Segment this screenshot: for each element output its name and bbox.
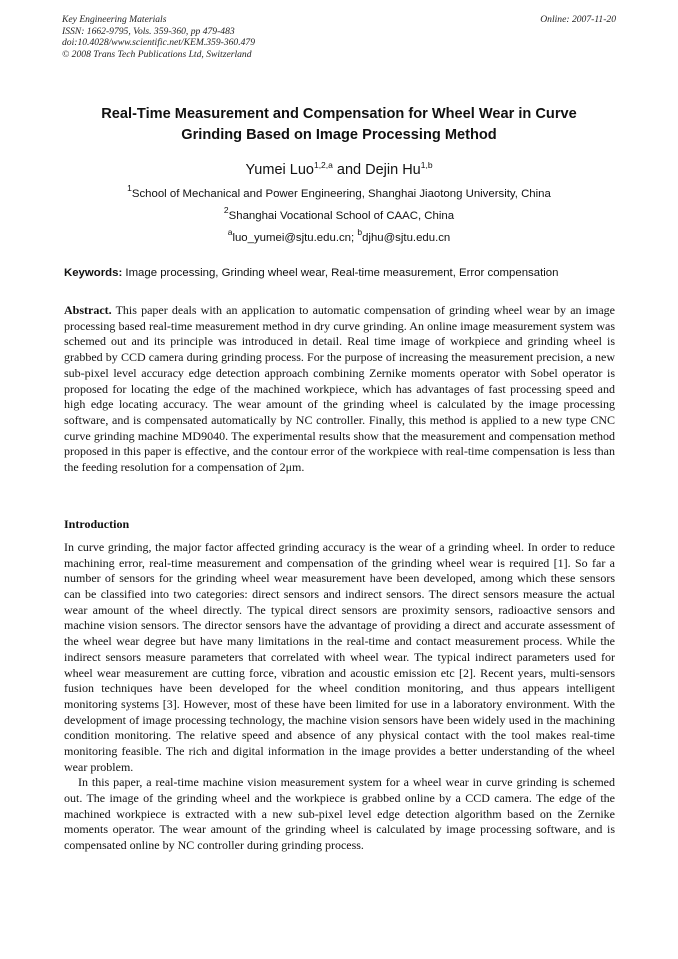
affiliation-2-mark: 2 [223, 205, 229, 215]
author-list [40, 160, 638, 180]
introduction-paragraph-1: In curve grinding, the major factor affected grinding accuracy is the wear of a grinding wheel. In order to reduce machining error, real-time measurement and compensation of the grinding wheel wear is required [1]. So far a number of sensors for the grinding wheel wear measurement have been developed, among which these sensors can be classified into two categories: direct sensors and indirect sensors. The direct sensors measure the actual wear amount of the wheel directly. The typical direct sensors are proximity sensors, radioactive sensors and machine vision sensors. The director sensors have the advantage of providing a direct and accurate assessment of the wheel wear degree but have many limitations in the real-time and contact measurement process. While the indirect sensors measure parameters that correlated with wheel wear. The typical indirect parameters used for wheel wear measurement are cutting force, vibration and acoustic emission etc [2]. Recent years, multi-sensors fusion techniques have been developed for the wheel condition monitoring, and thus appears intelligent monitoring systems [3]. However, most of these have been limited for use in a laboratory environment. With the development of image processing technology, the machine vision sensors have been widely used in the machining condition monitoring. The relative speed and absence of any physical contact with the tool makes real-time monitoring feasible. The rich and digital information in the image provides a better understanding of the wheel wear problem. [64, 540, 615, 774]
email-line [30, 227, 648, 246]
copyright-line: © 2008 Trans Tech Publications Ltd, Switzerland [62, 48, 252, 60]
title-line-2: Grinding Based on Image Processing Method [181, 127, 497, 143]
online-date: Online: 2007-11-20 [540, 14, 616, 25]
affiliation-1-text: School of Mechanical and Power Engineering, Shanghai Jiaotong University, China [131, 188, 551, 200]
abstract-label: Abstract. [64, 303, 112, 317]
author-1: Yumei Luo [245, 162, 314, 178]
doi-line: doi:10.4028/www.scientific.net/KEM.359-360.479 [62, 37, 256, 48]
keywords-label: Keywords: [64, 267, 123, 279]
email-a-mark: a [227, 227, 233, 237]
introduction-heading: Introduction [64, 517, 130, 531]
abstract-text: This paper deals with an application to automatic compensation of grinding wheel wear by an image processing based real-time measurement method in dry curve grinding. An online image measurement system was schemed out and its principle was introduced in detail. Real time image of workpiece and grinding wheel is grabbed by CCD camera during grinding process. For the purpose of increasing the measurement precision, a new sub-pixel level accuracy edge detection approach combining Zernike moments operator with Sobel operator is proposed for locating the edge of the machined workpiece, which has advantages of fast processing speed and high edge locating accuracy. The wear amount of the grinding wheel is calculated by the image processing software, and is compensated automatically by NC controller. Finally, this method is applied to a new type CNC curve grinding machine MD9040. The experimental results show that the measurement and compensation method proposed in this paper is effective, and the contour error of the workpiece with real-time compensation is less than the feeding resolution for a compensation of 2μm. [64, 303, 615, 475]
affiliation-1 [30, 183, 648, 202]
author-1-affiliation: 1,2,a [313, 160, 333, 170]
journal-name: Key Engineering Materials [62, 14, 167, 25]
affiliation-2-text: Shanghai Vocational School of CAAC, China [228, 210, 455, 222]
introduction-paragraph-2: In this paper, a real-time machine vision measurement system for a wheel wear in curve grinding is schemed out. The image of the grinding wheel and the workpiece is grabbed online by a CCD camera. The edge of the machined workpiece is extracted with a new sub-pixel level edge detection algorithm based on the Zernike moments operator. The wear amount of the grinding wheel is calculated by image processing software, and is compensated online by NC controller during grinding process. [64, 775, 615, 853]
paper-title [40, 104, 638, 146]
author-conjunction: and [332, 162, 366, 178]
affiliation-1-mark: 1 [127, 183, 132, 193]
issn-line: ISSN: 1662-9795, Vols. 359-360, pp 479-483 [62, 25, 235, 37]
affiliation-2 [30, 205, 648, 224]
author-2: Dejin Hu [365, 162, 421, 178]
abstract [64, 303, 615, 476]
email-a: luo_yumei@sjtu.edu.cn; [232, 232, 358, 244]
introduction-body [64, 540, 615, 854]
keywords [64, 266, 620, 280]
email-b-mark: b [357, 227, 363, 237]
journal-header [62, 14, 616, 60]
keywords-text: Image processing, Grinding wheel wear, Real-time measurement, Error compensation [122, 267, 559, 279]
email-b: djhu@sjtu.edu.cn [362, 232, 451, 244]
author-2-affiliation: 1,b [420, 160, 433, 170]
title-line-1: Real-Time Measurement and Compensation for Wheel Wear in Curve [101, 106, 577, 122]
